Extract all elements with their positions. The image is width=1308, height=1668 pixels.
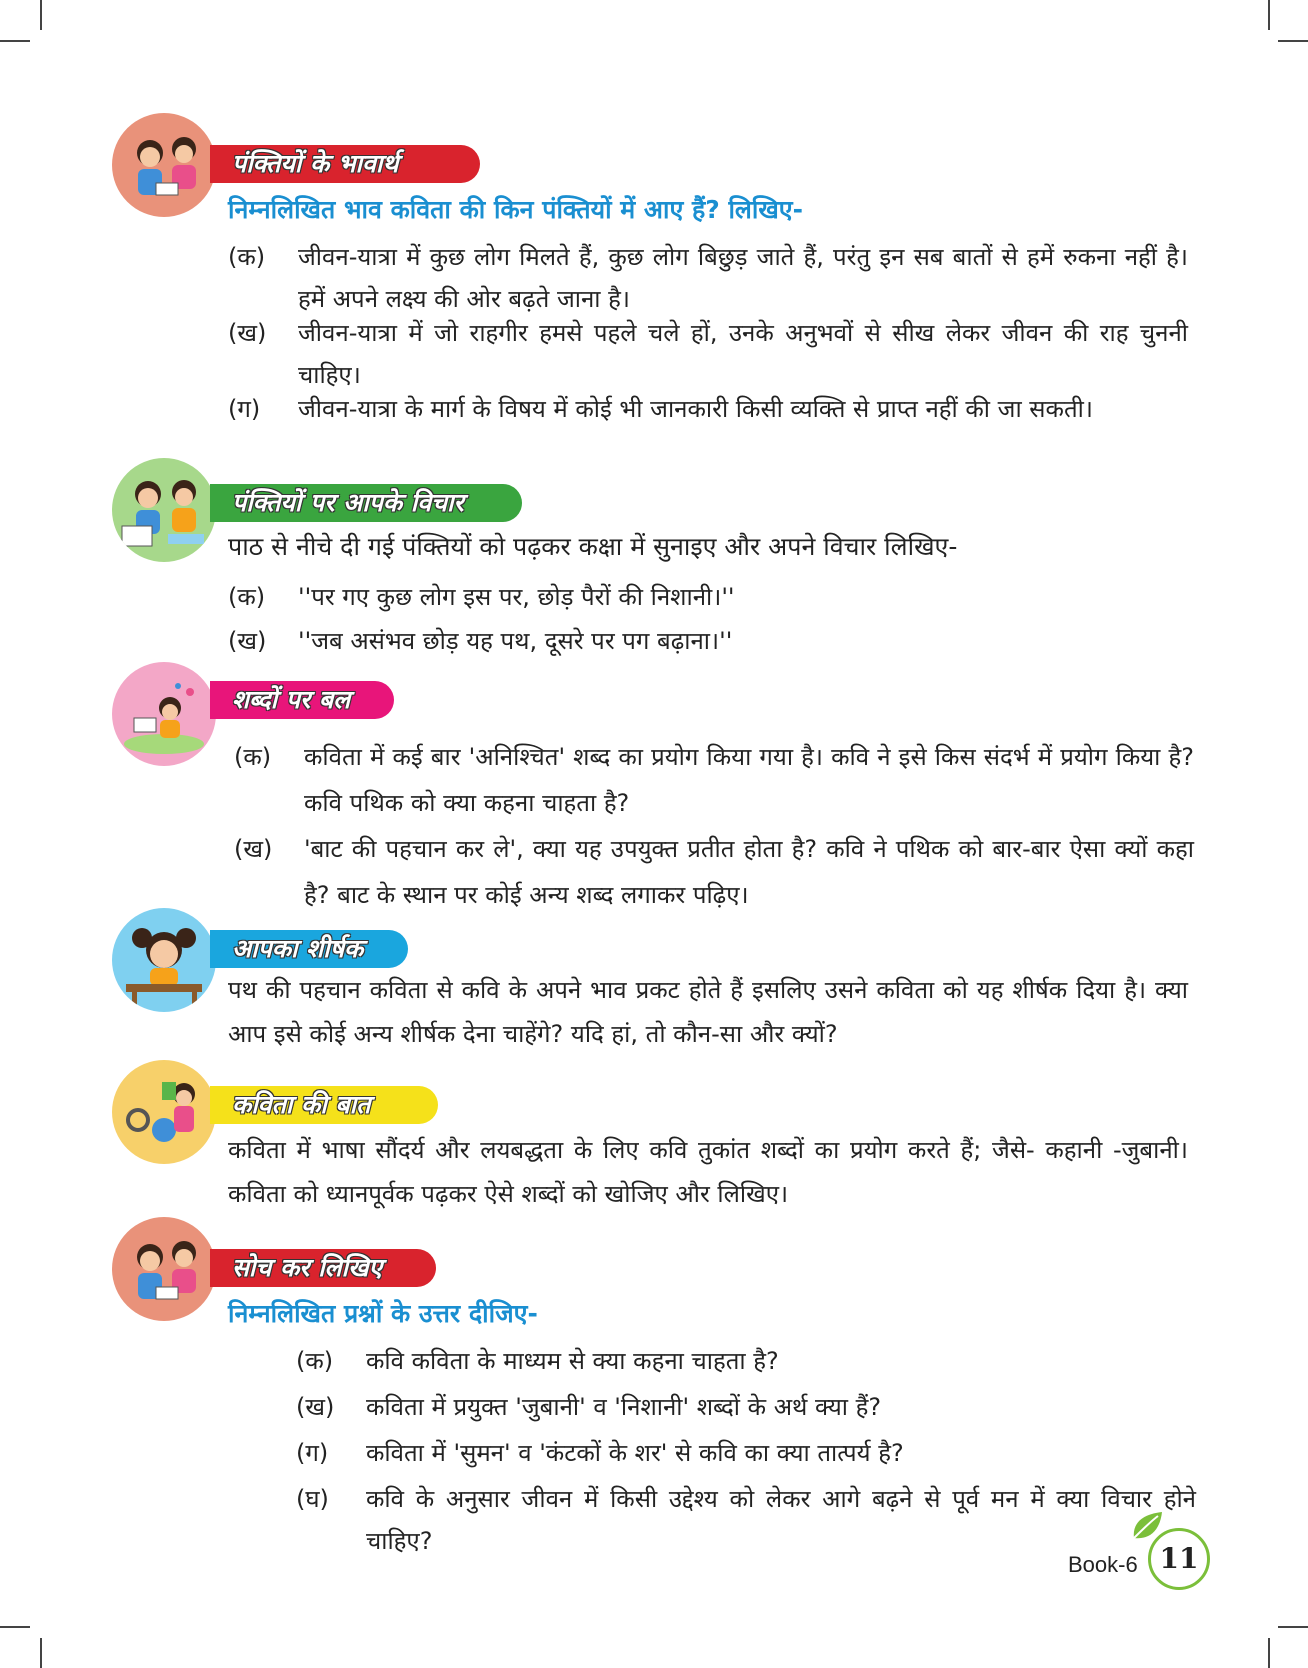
list-item: (ख) कविता में प्रयुक्त 'जुबानी' व 'निशानी' शब्दों के अर्थ क्या हैं? (296, 1393, 882, 1421)
section-instruction: पाठ से नीचे दी गई पंक्तियों को पढ़कर कक्षा में सुनाइए और अपने विचार लिखिए- (228, 532, 958, 561)
crop-mark (0, 40, 30, 42)
section-heading: शब्दों पर बल (210, 681, 394, 719)
crop-mark (40, 1638, 42, 1668)
section-instruction: निम्नलिखित भाव कविता की किन पंक्तियों में आए हैं? लिखिए- (228, 195, 804, 224)
kids-reading-illustration (112, 113, 216, 217)
list-item: (ग) कविता में 'सुमन' व 'कंटकों के शर' से कवि का क्या तात्पर्य है? (296, 1439, 904, 1467)
list-item: (ग) जीवन-यात्रा के मार्ग के विषय में कोई भी जानकारी किसी व्यक्ति से प्राप्त नहीं की जा सकती। (228, 395, 1093, 423)
crop-mark (1268, 0, 1270, 30)
section-heading: पंक्तियों के भावार्थ (210, 145, 480, 183)
kids-playing-illustration (112, 662, 216, 766)
section-paragraph: पथ की पहचान कविता से कवि के अपने भाव प्रकट होते हैं इसलिए उसने कविता को यह शीर्षक दिया है। क्या आप इसे कोई अन्य शीर्षक देना चाहेंगे? यदि हां, तो कौन-सा और क्यों? (228, 976, 1188, 1048)
section-paragraph: कविता में भाषा सौंदर्य और लयबद्धता के लिए कवि तुकांत शब्दों का प्रयोग करते हैं; जैसे- कहानी -जुबानी। कविता को ध्यानपूर्वक पढ़कर ऐसे शब्दों को खोजिए और लिखिए। (228, 1136, 1188, 1208)
list-item: (ख) 'बाट की पहचान कर ले', क्या यह उपयुक्त प्रतीत होता है? कवि ने पथिक को बार-बार ऐसा क्यों कहा है? बाट के स्थान पर कोई अन्य शब्द लगाकर पढ़िए। (234, 835, 1194, 909)
section-heading: सोच कर लिखिए (210, 1249, 436, 1287)
crop-mark (1268, 1638, 1270, 1668)
list-item: (क) ''पर गए कुछ लोग इस पर, छोड़ पैरों की निशानी।'' (228, 583, 735, 611)
list-item: (क) कवि कविता के माध्यम से क्या कहना चाहता है? (296, 1347, 779, 1375)
girl-at-desk-illustration (112, 908, 216, 1012)
crop-mark (40, 0, 42, 30)
section-heading: कविता की बात (210, 1086, 438, 1124)
crop-mark (1278, 1626, 1308, 1628)
list-item: (क) कविता में कई बार 'अनिश्चित' शब्द का प्रयोग किया गया है। कवि ने इसे किस संदर्भ में प्रयोग किया है? कवि पथिक को क्या कहना चाहता है? (234, 743, 1194, 817)
crop-mark (0, 1626, 30, 1628)
crop-mark (1278, 40, 1308, 42)
section-heading: पंक्तियों पर आपके विचार (210, 484, 522, 522)
kids-studying-illustration (112, 458, 216, 562)
list-item: (ख) जीवन-यात्रा में जो राहगीर हमसे पहले चले हों, उनके अनुभवों से सीख लेकर जीवन की राह चुननी चाहिए। (228, 319, 1188, 389)
book-label: Book-6 (1068, 1552, 1138, 1577)
list-item: (घ) कवि के अनुसार जीवन में किसी उद्देश्य को लेकर आगे बढ़ने से पूर्व मन में क्या विचार होने चाहिए? (296, 1485, 1196, 1555)
section-heading: आपका शीर्षक (210, 930, 408, 968)
kids-exploring-illustration (112, 1060, 216, 1164)
kids-reading-illustration (112, 1217, 216, 1321)
list-item: (क) जीवन-यात्रा में कुछ लोग मिलते हैं, कुछ लोग बिछुड़ जाते हैं, परंतु इन सब बातों से हमें रुकना नहीं है। हमें अपने लक्ष्य की ओर बढ़ते जाना है। (228, 243, 1188, 313)
page-number: 11 (1148, 1528, 1210, 1590)
list-item: (ख) ''जब असंभव छोड़ यह पथ, दूसरे पर पग बढ़ाना।'' (228, 627, 733, 655)
section-instruction: निम्नलिखित प्रश्नों के उत्तर दीजिए- (228, 1299, 538, 1328)
